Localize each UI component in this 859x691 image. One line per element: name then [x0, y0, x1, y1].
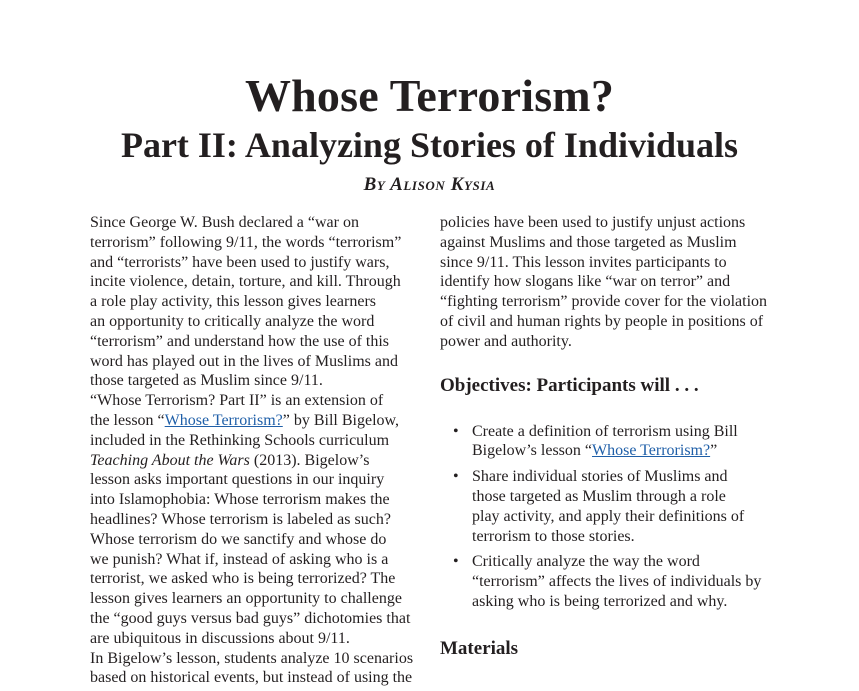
objective-item — [440, 552, 785, 611]
text-line: asking who is being terrorized and why. — [472, 592, 728, 610]
continued-paragraph — [440, 213, 785, 352]
text-line — [78, 451, 423, 471]
text-span: the lesson “ — [90, 411, 165, 429]
text-line: those targeted as Muslim since 9/11. — [90, 372, 323, 390]
text-line: included in the Rethinking Schools curriculum — [90, 431, 390, 449]
text-line: into Islamophobia: Whose terrorism makes the — [90, 491, 390, 509]
text-line: Since George W. Bush declared a “war on — [90, 214, 359, 231]
book-title: Teaching About the Wars — [90, 451, 250, 469]
text-span: Bigelow’s lesson “ — [472, 442, 592, 460]
text-line: Critically analyze the way the word — [472, 553, 700, 571]
scenarios-paragraph — [78, 649, 423, 689]
text-line: “Whose Terrorism? Part II” is an extension of — [90, 392, 384, 410]
objective-item — [440, 467, 785, 546]
whose-terrorism-link[interactable]: Whose Terrorism? — [592, 442, 711, 460]
bullet-icon: • — [453, 553, 459, 571]
text-line: the “good guys versus bad guys” dichotomies that — [90, 609, 411, 627]
extension-paragraph — [78, 391, 423, 648]
objectives-heading: Objectives: Participants will . . . — [440, 374, 699, 396]
text-line: power and authority. — [440, 332, 572, 350]
text-line: “fighting terrorism” provide cover for the violation — [440, 293, 768, 311]
left-column — [78, 213, 423, 688]
text-span: ” by Bill Bigelow, — [282, 411, 400, 429]
text-line: we punish? What if, instead of asking who is a — [90, 550, 389, 568]
page-title: Whose Terrorism? — [244, 70, 615, 121]
intro-paragraph — [78, 213, 423, 391]
text-line: based on historical events, but instead of using the — [90, 669, 413, 687]
text-line: lesson asks important questions in our inquiry — [90, 471, 385, 489]
text-line: lesson gives learners an opportunity to challenge — [90, 590, 402, 608]
text-line: headlines? Whose terrorism is labeled as such? — [90, 510, 391, 528]
text-line: “terrorism” and understand how the use of this — [90, 332, 390, 350]
right-column — [440, 213, 785, 661]
materials-heading: Materials — [440, 637, 519, 659]
text-line: terrorist, we asked who is being terrorized? The — [90, 570, 396, 588]
text-line: terrorism to those stories. — [472, 527, 635, 545]
objectives-list — [440, 422, 785, 612]
text-line: Whose terrorism do we sanctify and whose do — [90, 530, 387, 548]
objective-item — [440, 422, 785, 462]
text-line: against Muslims and those targeted as Muslim — [440, 233, 737, 251]
text-line: incite violence, detain, torture, and kill. Through — [90, 273, 401, 291]
text-line — [472, 441, 785, 461]
text-span: ” — [710, 442, 718, 460]
text-span: (2013). Bigelow’s — [249, 451, 370, 469]
text-line: play activity, and apply their definitions of — [472, 507, 745, 525]
text-line: In Bigelow’s lesson, students analyze 10 scenarios — [90, 649, 414, 667]
text-line: policies have been used to justify unjust actions — [440, 214, 746, 231]
text-line: those targeted as Muslim through a role — [472, 487, 726, 505]
text-line: a role play activity, this lesson gives learners — [90, 293, 376, 311]
text-line: and “terrorists” have been used to justify wars, — [90, 253, 390, 271]
text-line: terrorism” following 9/11, the words “terrorism” — [90, 233, 402, 251]
text-line: identify how slogans like “war on terror” and — [440, 273, 731, 291]
text-line: since 9/11. This lesson invites participants to — [440, 253, 727, 271]
text-line — [78, 411, 423, 431]
bullet-icon: • — [453, 422, 459, 440]
text-line: an opportunity to critically analyze the word — [90, 312, 375, 330]
text-line: of civil and human rights by people in positions of — [440, 312, 764, 330]
text-line: Share individual stories of Muslims and — [472, 468, 728, 486]
text-line: are ubiquitous in discussions about 9/11. — [90, 629, 350, 647]
page-subtitle: Part II: Analyzing Stories of Individuals — [120, 125, 739, 165]
text-line: “terrorism” affects the lives of individuals by — [472, 573, 762, 591]
text-line: word has played out in the lives of Muslims and — [90, 352, 398, 370]
author-byline: By Alison Kysia — [363, 174, 496, 195]
whose-terrorism-link[interactable]: Whose Terrorism? — [164, 411, 283, 429]
bullet-icon: • — [453, 468, 459, 486]
text-line: Create a definition of terrorism using Bill — [472, 422, 738, 440]
